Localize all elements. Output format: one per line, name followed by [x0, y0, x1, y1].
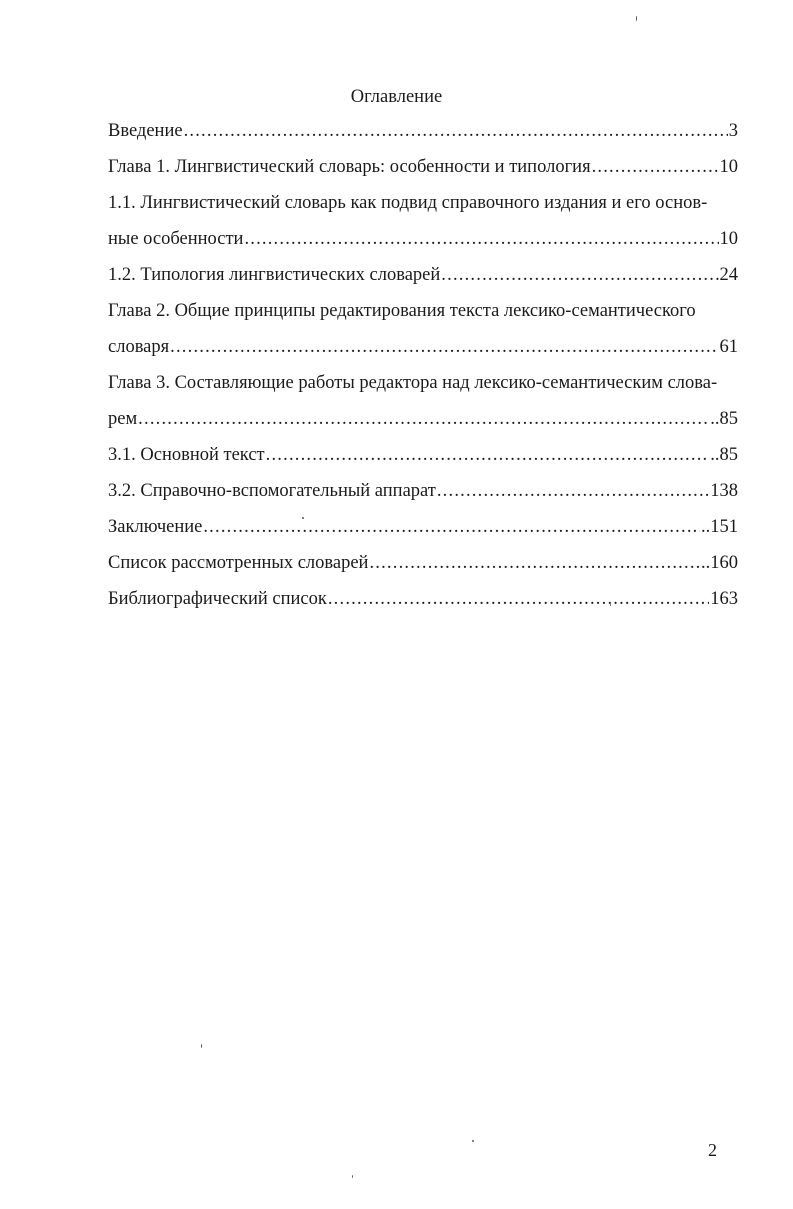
dot-leader [592, 154, 719, 180]
toc-entry-text: 3.1. Основной текст [108, 445, 265, 465]
toc-entry [108, 154, 738, 190]
toc-entry [108, 370, 738, 406]
scan-speck [352, 1175, 353, 1178]
scan-speck [302, 517, 304, 519]
dot-leader [203, 514, 700, 540]
table-of-contents [108, 118, 738, 622]
toc-entry-text: Глава 1. Лингвистический словарь: особенности и типология [108, 157, 591, 177]
toc-entry-page: 24 [719, 265, 738, 285]
toc-entry [108, 118, 738, 154]
toc-entry-text: Введение [108, 121, 183, 141]
toc-entry [108, 298, 738, 334]
toc-entry-text: 1.2. Типология лингвистических словарей [108, 265, 441, 285]
toc-entry [108, 442, 738, 478]
toc-entry-page: 10 [719, 229, 738, 249]
scan-speck [472, 1140, 474, 1142]
toc-entry-page: 3 [728, 121, 738, 141]
dot-leader [437, 478, 709, 504]
toc-entry-page: ..85 [710, 409, 738, 429]
dot-leader [184, 118, 728, 144]
toc-entry [108, 586, 738, 622]
dot-leader [441, 262, 718, 288]
toc-title: Оглавление [350, 87, 443, 107]
toc-entry-text: 3.2. Справочно-вспомогательный аппарат [108, 481, 436, 501]
toc-entry-page: ..151 [701, 517, 738, 537]
toc-entry-page: 163 [710, 589, 738, 609]
toc-entry [108, 406, 738, 442]
dot-leader [328, 586, 709, 612]
toc-entry-text: Список рассмотренных словарей [108, 553, 369, 573]
toc-entry [108, 262, 738, 298]
toc-entry-text: 1.1. Лингвистический словарь как подвид справочного издания и его основ- [108, 193, 708, 213]
toc-entry [108, 514, 738, 550]
toc-entry-text: Глава 3. Составляющие работы редактора над лексико-семантическим слова- [108, 373, 718, 393]
page-number: 2 [708, 1140, 717, 1160]
toc-entry-text: ные особенности [108, 229, 244, 249]
dot-leader [244, 226, 718, 252]
scan-speck [610, 604, 611, 606]
toc-entry-page: 61 [719, 337, 738, 357]
toc-entry [108, 334, 738, 370]
toc-entry-page: ..160 [701, 553, 738, 573]
scan-speck [201, 1044, 202, 1048]
toc-entry-page: 10 [719, 157, 738, 177]
toc-entry-text: словаря [108, 337, 170, 357]
toc-entry [108, 550, 738, 586]
toc-entry-text: Заключение [108, 517, 203, 537]
toc-entry [108, 226, 738, 262]
dot-leader [369, 550, 700, 576]
toc-entry-page: 138 [710, 481, 738, 501]
dot-leader [170, 334, 718, 360]
toc-entry-text: рем [108, 409, 138, 429]
scan-speck [636, 16, 637, 21]
dot-leader [266, 442, 710, 468]
dot-leader [138, 406, 709, 432]
toc-entry-page: ..85 [710, 445, 738, 465]
toc-entry [108, 190, 738, 226]
toc-entry-text: Библиографический список [108, 589, 327, 609]
toc-entry-text: Глава 2. Общие принципы редактирования текста лексико-семантического [108, 301, 696, 321]
toc-entry [108, 478, 738, 514]
